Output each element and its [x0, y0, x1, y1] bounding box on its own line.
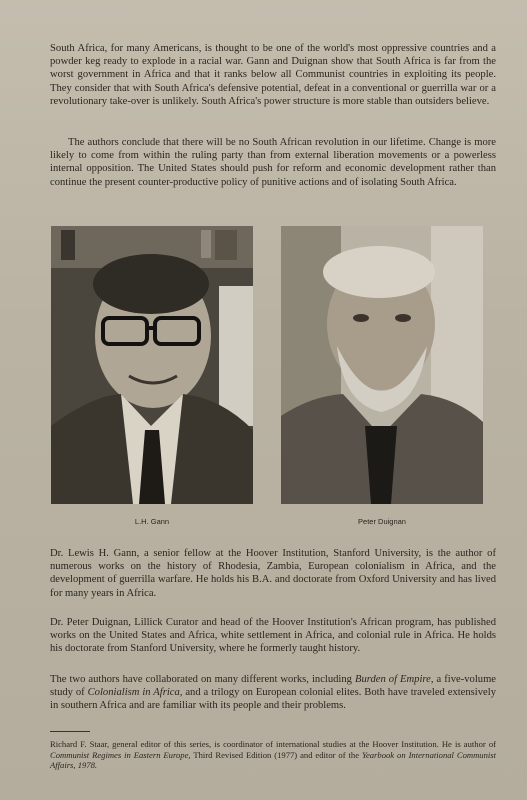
portrait-duignan-image — [281, 226, 483, 504]
footnote-divider — [50, 731, 90, 732]
intro-paragraph-2: The authors conclude that there will be no South African revolution in our lifetime. Change is more likely to come from within the ruling party than from external liberation movements or a powerless internal opposition. The United States should push for reform and economic development rather than continue the present counter-productive policy of punitive actions and of isolating South Africa. — [50, 137, 496, 188]
caption-gann: L.H. Gann — [134, 517, 170, 526]
footnote-title-yearbook: Yearbook on International Communist Affairs, 1978. — [50, 749, 497, 771]
footnote-text-1: Richard F. Staar, general editor of this series, is coordinator of international studies at the Hoover Institution. He is author of — [50, 739, 496, 749]
bio-joint — [50, 673, 496, 713]
bio-joint-text-2: , a five-volume study of — [50, 674, 497, 699]
caption-duignan: Peter Duignan — [358, 517, 406, 526]
photo-duignan — [281, 226, 483, 504]
bio-joint-title-colonialism: Colonialism in Africa — [87, 687, 180, 699]
bio-duignan: Dr. Peter Duignan, Lillick Curator and head of the Hoover Institution's African program, has published works on the United States and Africa, white settlement in Africa, and colonial rule in Africa. He holds his doctorate from Stanford University, where he formerly taught history. — [50, 617, 496, 655]
portrait-gann-image — [51, 226, 253, 504]
bio-joint-title-burden: Burden of Empire — [355, 674, 431, 685]
bio-joint-text-1: The two authors have collaborated on many different works, including — [50, 674, 355, 685]
footnote-staar — [50, 739, 496, 771]
intro-paragraph-1: South Africa, for many Americans, is thought to be one of the world's most oppressive countries and a powder keg ready to explode in a racial war. Gann and Duignan show that South Africa is far from the worst government in Africa and that it ranks below all Communist countries in exploiting its people. They consider that with South Africa's defensive potential, defeat in a conventional or guerrilla war or a revolutionary take-over is unlikely. South Africa's power structure is more stable than outsiders believe. — [50, 43, 496, 107]
bio-joint-text-3: , and a trilogy on European colonial elites. Both have traveled extensively in southern Africa and are familiar with its people and their problems. — [50, 687, 496, 712]
footnote-text-2: , Third Revised Edition (1977) and editor of the — [188, 749, 362, 760]
photo-gann — [51, 226, 253, 504]
bio-gann: Dr. Lewis H. Gann, a senior fellow at the Hoover Institution, Stanford University, is the author of numerous works on the history of Rhodesia, Zambia, European colonialism in Africa, and the development of guerrilla warfare. He holds his B.A. and doctorate from Oxford University and has lived for many years in Africa. — [50, 548, 496, 599]
footnote-title-regimes: Communist Regimes in Eastern Europe — [50, 749, 189, 760]
